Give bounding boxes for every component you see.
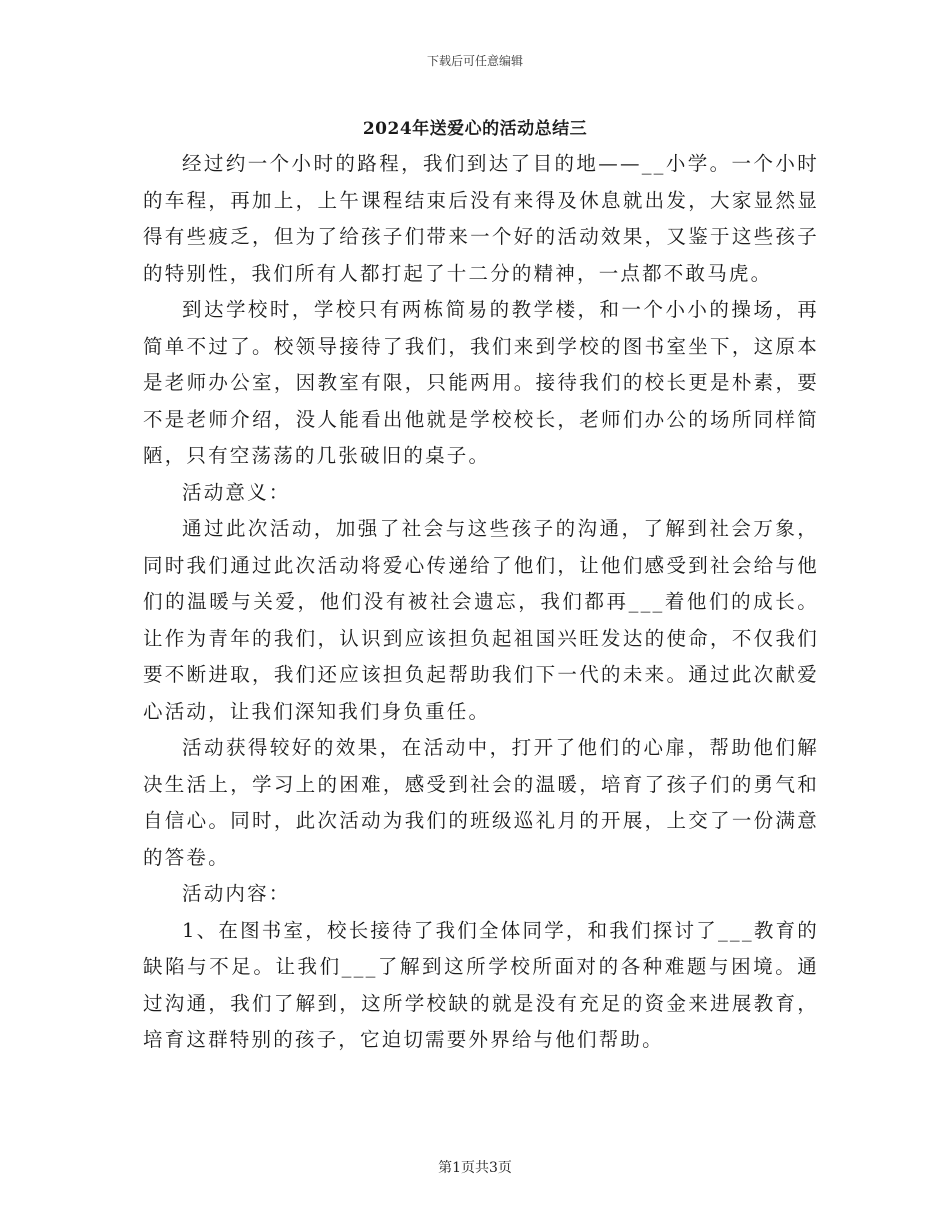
paragraph: 经过约一个小时的路程，我们到达了目的地——__小学。一个小时的车程，再加上，上午课程结束后没有来得及休息就出发，大家显然显得有些疲乏，但为了给孩子们带来一个好的活动效果，又鉴于这些孩子的特别性，我们所有人都打起了十二分的精神，一点都不敢马虎。 <box>143 152 819 285</box>
paragraph: 通过此次活动，加强了社会与这些孩子的沟通，了解到社会万象，同时我们通过此次活动将爱心传递给了他们，让他们感受到社会给与他们的温暖与关爱，他们没有被社会遗忘，我们都再___着他们的成长。让作为青年的我们，认识到应该担负起祖国兴旺发达的使命，不仅我们要不断进取，我们还应该担负起帮助我们下一代的未来。通过此次献爱心活动，让我们深知我们身负重任。 <box>143 517 819 723</box>
paragraph: 1、在图书室，校长接待了我们全体同学，和我们探讨了___教育的缺陷与不足。让我们___了解到这所学校所面对的各种难题与困境。通过沟通，我们了解到，这所学校缺的就是没有充足的资金来进展教育，培育这群特别的孩子，它迫切需要外界给与他们帮助。 <box>143 918 819 1051</box>
section-heading: 活动意义： <box>182 480 291 504</box>
page-number-footer: 第1页共3页 <box>438 1160 512 1176</box>
document-title: 2024年送爱心的活动总结三 <box>362 119 588 139</box>
header-note: 下载后可任意编辑 <box>426 54 523 68</box>
paragraph: 到达学校时，学校只有两栋简易的教学楼，和一个小小的操场，再简单不过了。校领导接待了我们，我们来到学校的图书室坐下，这原本是老师办公室，因教室有限，只能两用。接待我们的校长更是朴素，要不是老师介绍，没人能看出他就是学校校长，老师们办公的场所同样简陋，只有空荡荡的几张破旧的桌子。 <box>143 298 819 467</box>
paragraph: 活动获得较好的效果，在活动中，打开了他们的心扉，帮助他们解决生活上，学习上的困难，感受到社会的温暖，培育了孩子们的勇气和自信心。同时，此次活动为我们的班级巡礼月的开展，上交了一份满意的答卷。 <box>143 736 819 869</box>
section-heading: 活动内容： <box>182 882 291 905</box>
document-body <box>143 146 819 1059</box>
